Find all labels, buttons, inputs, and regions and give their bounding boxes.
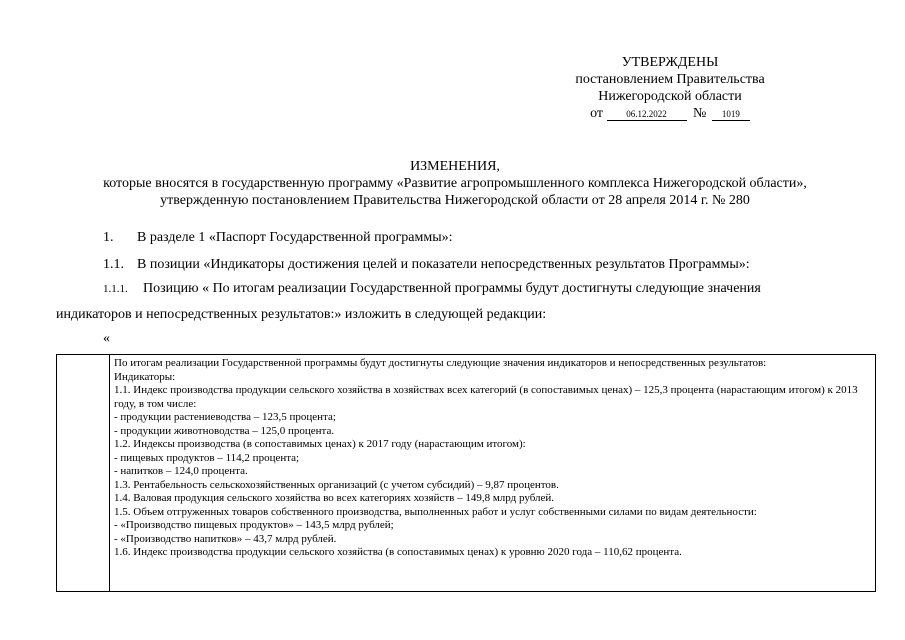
paragraph-1-1-number: 1.1.	[103, 257, 124, 272]
table-line: 1.4. Валовая продукция сельского хозяйства во всех категориях хозяйств – 149,8 млрд рублей.	[114, 492, 555, 504]
table-content-cell	[110, 355, 875, 591]
table-line: По итогам реализации Государственной программы будут достигнуты следующие значения индикаторов и непосредственных результатов:	[114, 357, 767, 369]
table-line: 1.6. Индекс производства продукции сельского хозяйства (в сопоставимых ценах) к уровню 2020 года – 110,62 процента.	[114, 546, 682, 558]
paragraph-1-1-text: В позиции «Индикаторы достижения целей и показатели непосредственных результатов Программы»:	[137, 257, 750, 272]
paragraph-1-1-1	[103, 280, 761, 298]
table-line: - продукции растениеводства – 123,5 процента;	[114, 411, 336, 423]
open-quote: «	[103, 331, 110, 346]
approval-line-1: постановлением Правительства	[575, 72, 765, 87]
approval-line-2: Нижегородской области	[598, 89, 742, 104]
document-heading	[60, 158, 850, 209]
table-left-column	[57, 355, 110, 591]
paragraph-1-1-1-text: Позицию « По итогам реализации Государственной программы будут достигнуты следующие значения	[143, 281, 761, 296]
paragraph-1-number: 1.	[103, 230, 114, 245]
table-line: - продукции животноводства – 125,0 процента.	[114, 424, 335, 437]
paragraph-1-text: В разделе 1 «Паспорт Государственной программы»:	[137, 230, 453, 245]
approval-number: 1019	[712, 108, 750, 121]
from-label: от	[590, 106, 604, 121]
approval-block	[490, 54, 850, 122]
table-line: 1.2. Индексы производства (в сопоставимых ценах) к 2017 году (нарастающим итогом):	[114, 438, 526, 450]
approval-date-line	[490, 105, 850, 122]
paragraph-1-1-1-number: 1.1.1.	[103, 283, 128, 295]
table-line: - «Производство пищевых продуктов» – 143,5 млрд рублей;	[114, 519, 394, 531]
table-line: 1.3. Рентабельность сельскохозяйственных организаций (с учетом субсидий) – 9,87 процентов.	[114, 478, 559, 491]
table-line: - «Производство напитков» – 43,7 млрд рублей.	[114, 532, 337, 545]
indicators-table	[56, 354, 876, 592]
heading-line-1: которые вносятся в государственную программу «Развитие агропромышленного комплекса Нижегородской области»,	[103, 176, 807, 191]
approval-date: 06.12.2022	[607, 108, 687, 121]
approval-title: УТВЕРЖДЕНЫ	[621, 55, 719, 70]
number-sign: №	[693, 106, 707, 121]
table-line: Индикаторы:	[114, 370, 176, 383]
table-line: - пищевых продуктов – 114,2 процента;	[114, 451, 300, 464]
heading-line-2: утвержденную постановлением Правительства Нижегородской области от 28 апреля 2014 г. № 280	[160, 193, 750, 208]
table-line: 1.1. Индекс производства продукции сельского хозяйства в хозяйствах всех категорий (в сопоставимых ценах) – 125,3 процента (нарастающим итогом) к 2013 году, в том числе:	[114, 384, 858, 410]
paragraph-1-1	[103, 256, 750, 273]
paragraph-1-1-1-continuation: индикаторов и непосредственных результатов:» изложить в следующей редакции:	[56, 307, 547, 322]
table-line: 1.5. Объем отгруженных товаров собственного производства, выполненных работ и услуг собственными силами по видам деятельности:	[114, 505, 757, 518]
heading-title: ИЗМЕНЕНИЯ,	[410, 159, 500, 174]
paragraph-1	[103, 229, 453, 246]
table-line: - напитков – 124,0 процента.	[114, 465, 248, 477]
